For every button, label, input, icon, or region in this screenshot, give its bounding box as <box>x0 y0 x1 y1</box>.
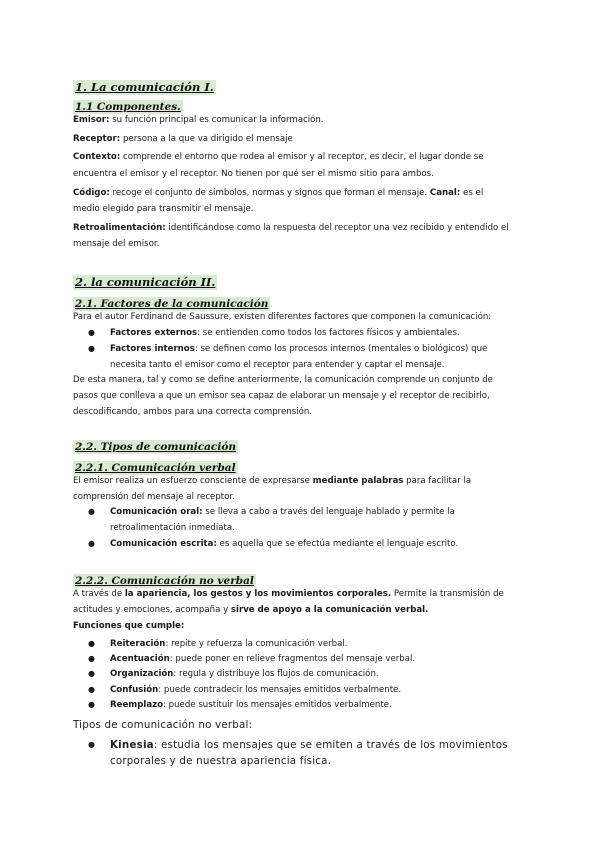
heading-la-comunicacion-2: 2. la comunicación II. <box>75 275 216 289</box>
list-item-factores-externos: ● Factores externos: se entienden como todos los factores físicos y ambientales. <box>110 325 540 341</box>
list-item-factores-internos: ● Factores internos: se definen como los procesos internos (mentales o biológicos) que necesita tanto el emisor como el receptor para entender y captar el mensaje. <box>110 341 540 373</box>
section-2-2-heading <box>73 435 543 454</box>
retro-line: Retroalimentación: identificándose como la respuesta del receptor una vez recibido y entendido el <box>73 223 509 234</box>
no-verbal-text: A través de la apariencia, los gestos y los movimientos corporales. Permite la transmisión de actitudes y emociones, acompaña y sirve de apoyo a la comunicación verbal. Funciones que cumple: <box>73 589 504 632</box>
bullet-icon: ● <box>88 507 95 516</box>
bullet-icon: ● <box>88 669 95 678</box>
retro-line-2: mensaje del emisor. <box>73 239 160 250</box>
heading-componentes: 1.1 Componentes. <box>75 101 181 113</box>
heading-comunicacion-no-verbal: 2.2.2. Comunicación no verbal <box>75 575 254 587</box>
list-item-acentuacion: ● Acentuación: puede poner en relieve fragmentos del mensaje verbal. <box>110 651 540 667</box>
list-item-comunicacion-escrita: ● Comunicación escrita: es aquella que se efectúa mediante el lenguaje escrito. <box>110 536 540 552</box>
list-item-kinesia: ● Kinesia: estudia los mensajes que se emiten a través de los movimientos corporales y de nuestra apariencia física. <box>88 739 508 767</box>
bullet-icon: ● <box>88 344 95 353</box>
heading-factores: 2.1. Factores de la comunicación <box>75 298 269 310</box>
bullet-icon: ● <box>88 700 95 709</box>
bullet-icon: ● <box>88 328 95 337</box>
emisor-line: Emisor: su función principal es comunicar la información. <box>73 115 324 125</box>
heading-la-comunicacion-1: 1. La comunicación I. <box>75 80 214 94</box>
verbal-text: El emisor realiza un esfuerzo consciente de expresarse mediante palabras para facilitar la comprensión del mensaje al receptor. <box>73 476 472 503</box>
contexto-line-2: encuentra el emisor y el receptor. No tienen por qué ser el mismo sitio para ambos. <box>73 168 434 179</box>
section-1-heading <box>73 76 543 95</box>
bullet-icon: ● <box>88 539 95 548</box>
receptor-line: Receptor: persona a la que va dirigido el mensaje <box>73 134 293 145</box>
section-2-heading <box>73 271 543 290</box>
bullet-icon: ● <box>88 685 95 694</box>
list-item-comunicacion-oral: ● Comunicación oral: se lleva a cabo a través del lenguaje hablado y permite la retroalimentación inmediata. <box>110 504 540 536</box>
heading-comunicacion-verbal: 2.2.1. Comunicación verbal <box>75 462 236 474</box>
factores-conclusion: De esta manera, tal y como se define anteriormente, la comunicación comprende un conjunto de pasos que conlleva a que un emisor sea capaz de elaborar un mensaje y el receptor de recibirlo, descodificando, ambos para una correcta comprensión. <box>73 375 493 418</box>
codigo-line: Código: recoge el conjunto de símbolos, normas y signos que forman el mensaje. Canal: es el <box>73 187 484 198</box>
canal-line-2: medio elegido para transmitir el mensaje. <box>73 204 254 215</box>
bullet-icon: ● <box>88 639 95 648</box>
list-item-organizacion: ● Organización: regula y distribuye los flujos de comunicación. <box>110 666 540 682</box>
bullet-icon: ● <box>88 740 96 749</box>
tipos-no-verbal-heading: Tipos de comunicación no verbal: <box>73 719 253 731</box>
bullet-icon: ● <box>88 654 95 663</box>
heading-tipos-comunicacion: 2.2. Tipos de comunicación <box>75 441 236 453</box>
factores-intro: Para el autor Ferdinand de Saussure, existen diferentes factores que componen la comunicación: <box>73 312 492 322</box>
list-item-reiteracion: ● Reiteración: repite y refuerza la comunicación verbal. <box>110 636 540 652</box>
list-item-confusion: ● Confusión: puede contradecir los mensajes emitidos verbalmente. <box>110 682 540 698</box>
contexto-line: Contexto: comprende el entorno que rodea al emisor y al receptor, es decir, el lugar donde se <box>73 152 484 163</box>
list-item-reemplazo: ● Reemplazo: puede sustituir los mensajes emitidos verbalmente. <box>110 697 540 713</box>
components-text <box>73 112 543 253</box>
